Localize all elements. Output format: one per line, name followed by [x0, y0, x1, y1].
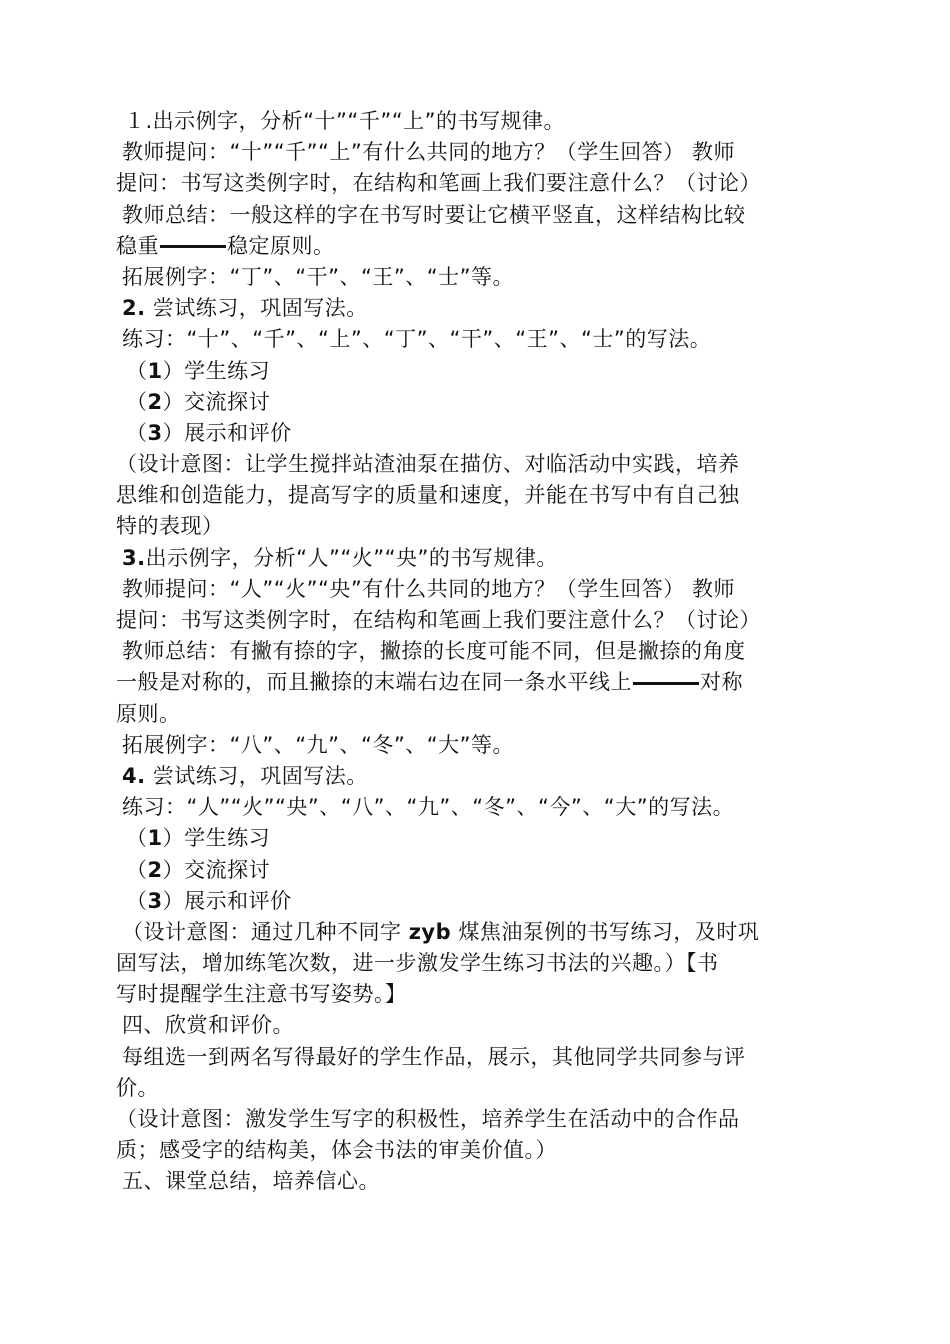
text-line: 思维和创造能力，提高写字的质量和速度，并能在书写中有自己独: [116, 483, 740, 508]
text-line: 4. 尝试练习，巩固写法。: [122, 763, 368, 788]
text-line: （设计意图：激发学生写字的积极性，培养学生在活动中的合作品: [116, 1107, 740, 1131]
list-item: （1）学生练习: [126, 826, 271, 851]
list-item: （2）交流探讨: [126, 857, 271, 882]
dash-rule: [160, 245, 226, 248]
list-item: （2）交流探讨: [126, 389, 271, 414]
text-line: 原则。: [116, 701, 181, 726]
text-line: 价。: [116, 1075, 159, 1100]
dash-rule: [633, 682, 699, 685]
list-item: （3）展示和评价: [126, 420, 292, 445]
text-line: 教师提问：“人”“火”“央”有什么共同的地方？（学生回答） 教师: [122, 576, 735, 601]
text-line: 写时提醒学生注意书写姿势。】: [116, 982, 407, 1007]
section-heading: 四、欣赏和评价。: [122, 1013, 294, 1038]
text-line: 提问：书写这类例字时，在结构和笔画上我们要注意什么？（讨论）: [116, 171, 761, 196]
text-line: （设计意图：让学生搅拌站渣油泵在描仿、对临活动中实践，培养: [116, 452, 740, 477]
text-line: 特的表现）: [116, 514, 224, 539]
text-line: 固写法，增加练笔次数，进一步激发学生练习书法的兴趣。）【书: [116, 951, 719, 976]
text-line: 提问：书写这类例字时，在结构和笔画上我们要注意什么？（讨论）: [116, 608, 761, 632]
text-line: 教师提问：“十”“千”“上”有什么共同的地方？（学生回答） 教师: [122, 140, 735, 165]
list-item: （3）展示和评价: [126, 888, 292, 913]
text-line: 稳重 稳定原则。: [116, 233, 335, 258]
text-line: 教师总结：一般这样的字在书写时要让它横平竖直，这样结构比较: [122, 202, 746, 227]
text-line: 质；感受字的结构美，体会书法的审美价值。）: [116, 1138, 557, 1163]
text-line: 每组选一到两名写得最好的学生作品，展示，其他同学共同参与评: [122, 1044, 746, 1069]
list-item: （1）学生练习: [126, 358, 271, 383]
section-heading: 五、课堂总结，培养信心。: [122, 1169, 380, 1194]
text-line: 一般是对称的，而且撇捺的末端右边在同一条水平线上 对称: [116, 670, 743, 695]
text-line: 拓展例字：“丁”、“干”、“王”、“士”等。: [122, 264, 515, 289]
text-line: 教师总结：有撇有捺的字，撇捺的长度可能不同，但是撇捺的角度: [122, 639, 746, 664]
document-body: [116, 106, 856, 1198]
text-line: １.出示例字，分析“十”“千”“上”的书写规律。: [124, 109, 565, 133]
text-line: 拓展例字：“八”、“九”、“冬”、“大”等。: [122, 732, 515, 757]
text-line: 2. 尝试练习，巩固写法。: [122, 296, 368, 321]
text-line: 练习：“十”、“千”、“上”、“丁”、“干”、“王”、“士”的写法。: [122, 327, 712, 352]
text-line: 练习：“人”“火”“央”、“八”、“九”、“冬”、“今”、“大”的写法。: [122, 795, 735, 820]
text-line: （设计意图：通过几种不同字 zyb 煤焦油泵例的书写练习，及时巩: [122, 919, 760, 944]
text-line: 3.出示例字，分析“人”“火”“央”的书写规律。: [122, 545, 558, 570]
